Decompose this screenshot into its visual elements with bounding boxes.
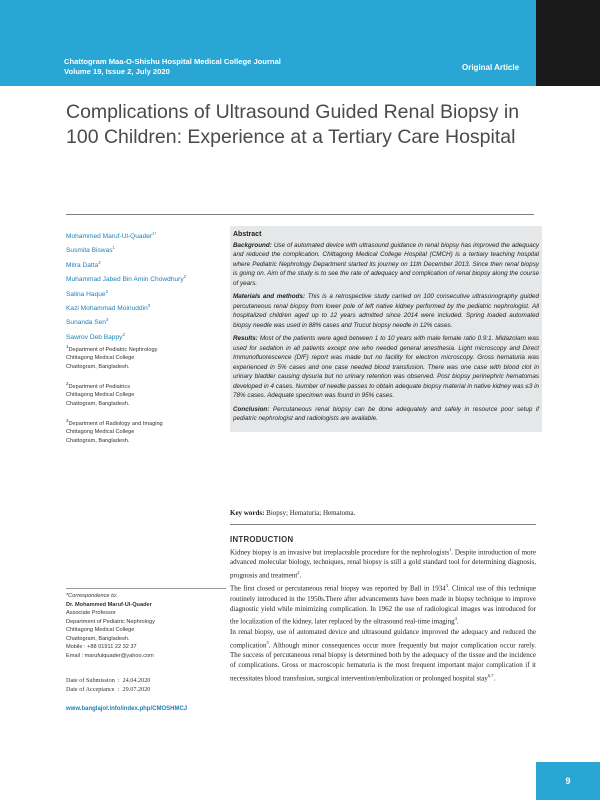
abstract-results: Results: Most of the patients were aged between 1 to 10 years with male female ratio 0.9:1. Midazolam was used for sedation in all patients except one who needed general anesthesia. Light microscopy and Direct Immunofluorescence (DIF) report was made but no facility for electron microscopy. Gross hematuria was experienced in 5% cases and one case needed blood transfusion. There was one case with blood clot in urinary bladder causing dysuria but no urinary retention was observed. Post biopsy perinephric hematomas developed in 4 cases. Number of needle passes to obtain adequate biopsy material in native kidney was ≤3 in 78% cases. Adequate specimen was found in 95% cases. bbox=[233, 335, 539, 399]
author-item[interactable]: Salina Haque$^2$ bbox=[66, 288, 109, 298]
correspondence-block bbox=[66, 592, 226, 660]
abstract-methods: Materials and methods: This is a retrospective study carried on 100 consecutive ultrasonography guided percutaneous renal biopsy from lower pole of left native kidney performed by the pediatric nephrologist. All hospitalized children aged up to 12 years admitted since 2014 were included. Spring loaded automated biopsy needle was used in 88% cases and Trucut biopsy needle in 12% cases. bbox=[233, 293, 539, 329]
journal-website-link[interactable]: www.banglajol.info/index.php/CMOSHMCJ bbox=[66, 706, 188, 712]
affiliation-item: $^1$Department of Pediatric Nephrology Chittagong Medical College Chattogram, Bangladesh. bbox=[66, 344, 158, 370]
journal-info bbox=[64, 57, 281, 77]
author-item[interactable]: Mohammed Maruf-Ul-Quader$^{1*}$ bbox=[66, 231, 157, 241]
page-footer-block bbox=[536, 762, 600, 800]
page-number: 9 bbox=[565, 776, 571, 786]
correspondence-name: Dr. Mohammed Maruf-Ul-Quader bbox=[66, 601, 152, 608]
correspondence-label: *Correspondence to: bbox=[66, 593, 118, 599]
abstract-conclusion: Conclusion: Percutaneous renal biopsy can be done adequately and safely in resource poor setup if pediatric nephrologist and radiologists are available. bbox=[233, 405, 540, 422]
abstract-heading: Abstract bbox=[233, 231, 262, 238]
affiliation-item: $^3$Department of Radiology and Imaging Chittagong Medical College Chattogram, Bangladesh. bbox=[66, 418, 163, 444]
submission-row: Date of Submission : 24.04.2020 bbox=[66, 677, 151, 684]
keywords: Key words: Biopsy; Hematuria; Hematoma. bbox=[230, 509, 356, 517]
page-title: Complications of Ultrasound Guided Renal Biopsy in 100 Children: Experience at a Tertiary Care Hospital bbox=[66, 101, 520, 148]
correspondence-dept: Department of Pediatric Nephrology bbox=[66, 618, 155, 625]
correspondence-divider bbox=[66, 588, 226, 589]
author-item[interactable]: Sunanda Sen$^3$ bbox=[66, 317, 109, 327]
affiliations bbox=[66, 343, 226, 454]
header-dark-block bbox=[536, 0, 600, 86]
author-item[interactable]: Kazi Mohammad Moinuddin$^3$ bbox=[66, 302, 151, 313]
author-item[interactable]: Sawrov Deb Bappy$^2$ bbox=[66, 331, 125, 341]
title-divider bbox=[66, 214, 534, 215]
intro-paragraph: Kidney biopsy is an invasive but irreplaceable procedure for the nephrologists$^1$. Despite introduction of more advanced molecular biology, techniques, renal biopsy is still a gold standard tool for determining diagnosis, prognosis and treatment$^2$. bbox=[230, 547, 536, 580]
journal-name: Chattogram Maa-O-Shishu Hospital Medical College Journal bbox=[64, 57, 281, 66]
correspondence-title: Associate Professor bbox=[66, 610, 116, 616]
correspondence-place: Chattogram, Bangladesh. bbox=[66, 635, 130, 642]
introduction-heading: INTRODUCTION bbox=[230, 535, 294, 544]
author-item[interactable]: Muhammad Jabed Bin Amin Chowdhury$^2$ bbox=[66, 274, 187, 284]
correspondence-mobile: Mobile : +88 01911 22 32 37 bbox=[66, 644, 137, 650]
abstract-box bbox=[230, 226, 542, 432]
submission-dates bbox=[66, 676, 153, 694]
correspondence-email[interactable]: Email : marufulquader@yahoo.com bbox=[66, 652, 154, 659]
journal-issue: Volume 19, Issue 2, July 2020 bbox=[64, 67, 170, 76]
intro-paragraph: The first closed or percutaneous renal biopsy was reported by Ball in 1934$^3$. Clinical use of this technique routinely introduced in the 1950s.There after advancements have been made in biopsy technique to improve diagnostic yield while minimizing complication. In 1962 the use of radiological images was introduced for the localization of the kidney, later replaced by the ultrasound real-time imaging$^4$. bbox=[230, 583, 536, 626]
correspondence-inst: Chittagong Medical College bbox=[66, 627, 135, 633]
intro-paragraph: In renal biopsy, use of automated device and ultrasound guidance improved the adequacy and reduced the complication$^5$. Although minor consequences occur more frequently but major complication occur rarely. The success of percutaneous renal biopsy is determined both by the adequacy of the tissue and the incidence of complications. Gross or macroscopic hematuria is the most frequent important major complication if it necessitates blood transfusion, surgical intervention/embolization or prolonged hospital stay$^{6,7}$. bbox=[230, 627, 536, 682]
acceptance-row: Date of Acceptance : 29.07.2020 bbox=[66, 686, 151, 693]
article-type-badge: Original Article bbox=[462, 63, 520, 72]
introduction-body bbox=[230, 545, 536, 684]
author-list bbox=[66, 228, 226, 343]
affiliation-item: $^2$Department of Pediatrics Chittagong Medical College Chattogram, Bangladesh. bbox=[66, 381, 135, 407]
abstract-background: Background: Use of automated device with ultrasound guidance in renal biopsy has improved the adequacy and reduced the complication. Chittagong Medical College Hospital (CMCH) is a tertiary teaching hospital where Pediatric Nephrology Department started its journey on 11th December 2013. Since then renal biopsy is going on. Aim of the study is to see the rate of adequacy and complication of renal biopsy along the course of years. bbox=[233, 241, 539, 287]
author-item[interactable]: Susmita Biswas$^1$ bbox=[66, 245, 115, 255]
keywords-divider bbox=[230, 524, 536, 525]
author-item[interactable]: Mitra Datta$^2$ bbox=[66, 259, 101, 269]
